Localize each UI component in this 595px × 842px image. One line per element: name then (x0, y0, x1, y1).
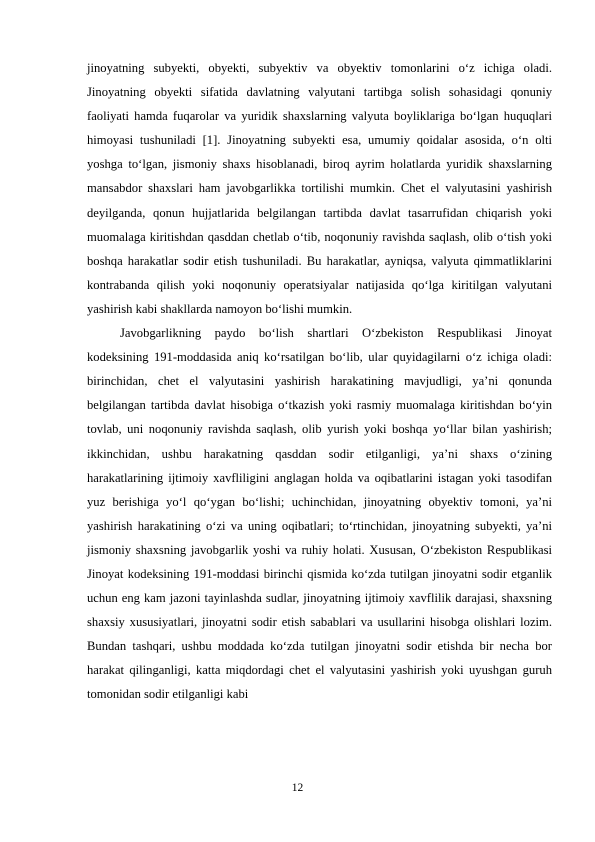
page-number: 12 (291, 782, 304, 794)
body-text (87, 56, 552, 707)
paragraph-1: jinoyatning subyekti, obyekti, subyektiv va obyektiv tomonlarini o‘z ichiga oladi. Jinoyatning obyekti sifatida davlatning valyutani tartibga solish sohasidagi qonuniy faoliyati hamda fuqarolar va yuridik shaxslarning valyuta boyliklariga bo‘lgan huquqlari himoyasi tushuniladi [1]. Jinoyatning subyekti esa, umumiy qoidalar asosida, o‘n olti yoshga to‘lgan, jismoniy shaxs hisoblanadi, biroq ayrim holatlarda yuridik shaxslarning mansabdor shaxslari ham javobgarlikka tortilishi mumkin. Chet el valyutasini yashirish deyilganda, qonun hujjatlarida belgilangan tartibda davlat tasarrufidan chiqarish yoki muomalaga kiritishdan qasddan chetlab o‘tib, noqonuniy ravishda saqlash, olib o‘tish yoki boshqa harakatlar sodir etish tushuniladi. Bu harakatlar, ayniqsa, valyuta qimmatliklarini kontrabanda qilish yoki noqonuniy operatsiyalar natijasida qo‘lga kiritilgan valyutani yashirish kabi shakllarda namoyon bo‘lishi mumkin. (87, 61, 552, 316)
paragraph-2: Javobgarlikning paydo bo‘lish shartlari O‘zbekiston Respublikasi Jinoyat kodeksining 191-moddasida aniq ko‘rsatilgan bo‘lib, ular quyidagilarni o‘z ichiga oladi: birinchidan, chet el valyutasini yashirish harakatining mavjudligi, ya’ni qonunda belgilangan tartibda davlat hisobiga o‘tkazish yoki rasmiy muomalaga kiritishdan bo‘yin tovlab, uni noqonuniy ravishda saqlash, olib yurish yoki boshqa yo‘llar bilan yashirish; ikkinchidan, ushbu harakatning qasddan sodir etilganligi, ya’ni shaxs o‘zining harakatlarining ijtimoiy xavfliligini anglagan holda va oqibatlarini istagan yoki tasodifan yuz berishiga yo‘l qo‘ygan bo‘lishi; uchinchidan, jinoyatning obyektiv tomoni, ya’ni yashirish harakatining o‘zi va uning oqibatlari; to‘rtinchidan, jinoyatning subyekti, ya’ni jismoniy shaxsning javobgarlik yoshi va ruhiy holati. Xususan, O‘zbekiston Respublikasi Jinoyat kodeksining 191-moddasi birinchi qismida ko‘zda tutilgan jinoyatni sodir etganlik uchun eng kam jazoni tayinlashda sudlar, jinoyatning ijtimoiy xavflilik darajasi, shaxsning shaxsiy xususiyatlari, jinoyatni sodir etish sabablari va usullarini hisobga olishlari lozim. Bundan tashqari, ushbu moddada ko‘zda tutilgan jinoyatni sodir etishda bir necha bor harakat qilinganligi, katta miqdordagi chet el valyutasini yashirish yoki uyushgan guruh tomonidan sodir etilganligi kabi (87, 326, 552, 702)
